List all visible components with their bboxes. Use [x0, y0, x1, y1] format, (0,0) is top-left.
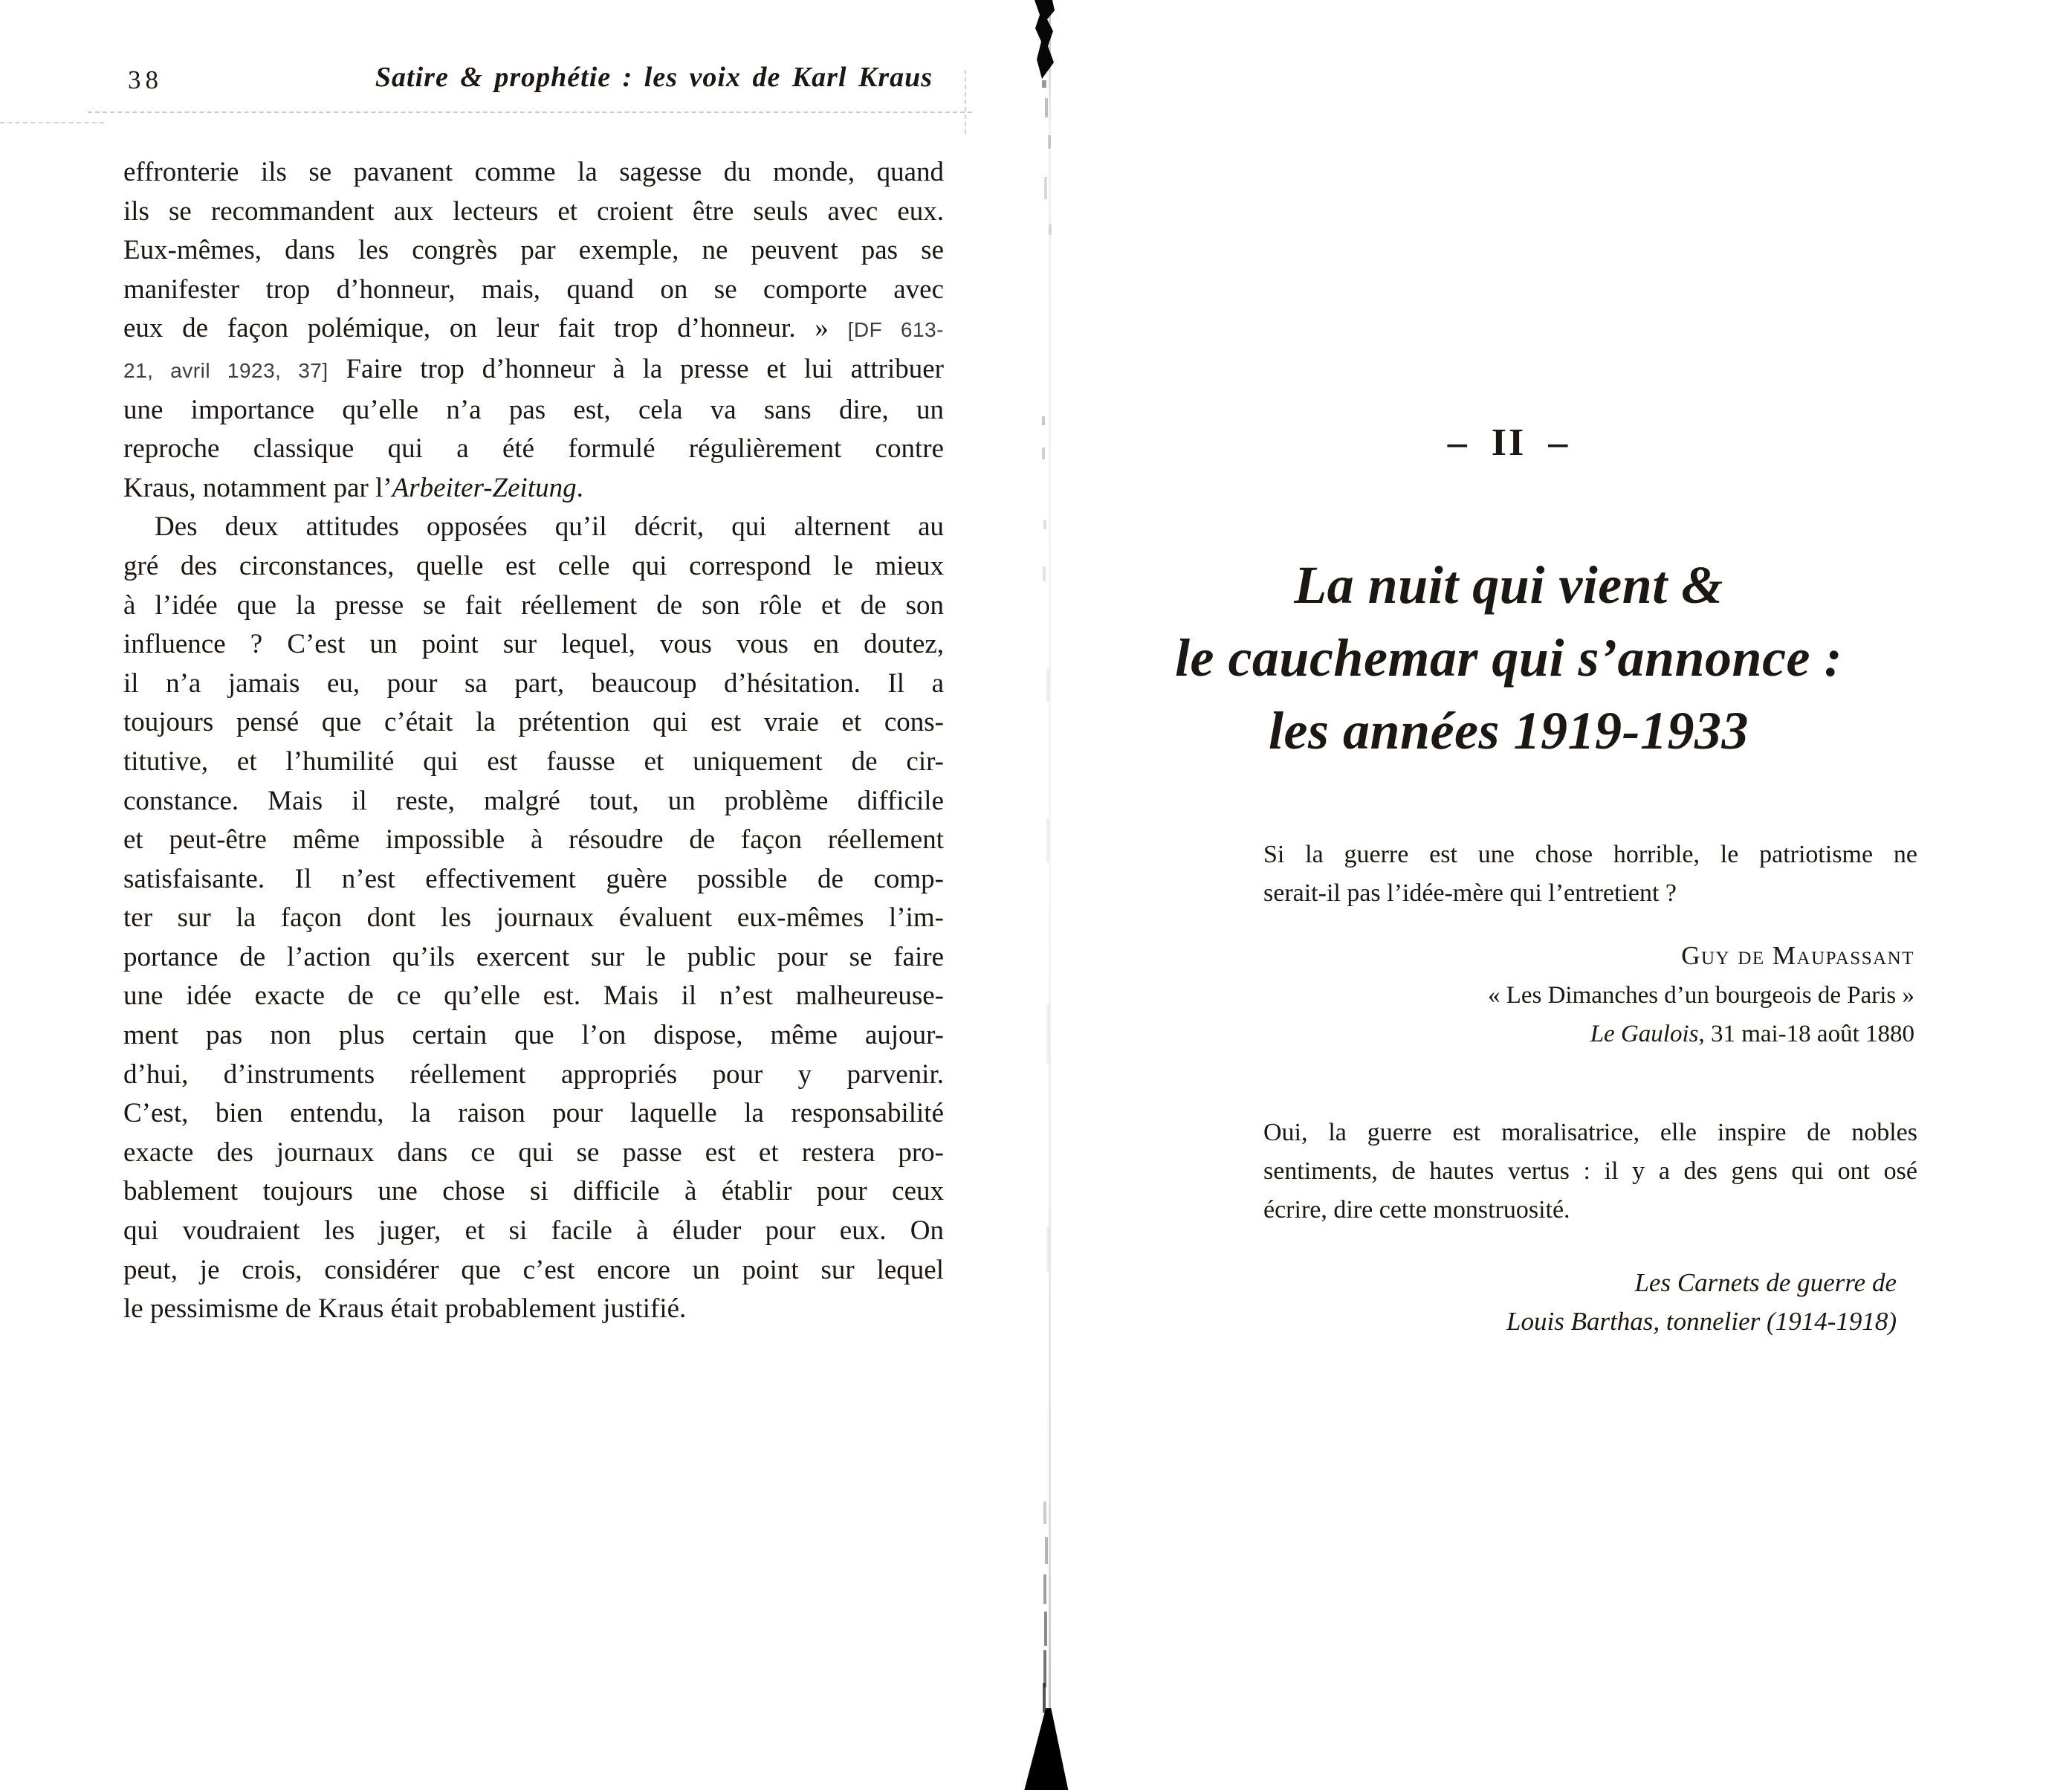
text-line: Eux-mêmes, dans les congrès par exemple, ne peuvent pas se: [123, 235, 944, 266]
text-line: gré des circonstances, quelle est celle qui correspond le mieux: [123, 550, 944, 581]
text-line: influence ? C’est un point sur lequel, vous vous en doutez,: [123, 629, 944, 660]
epigraph-2: [1263, 1114, 1917, 1230]
attribution-line: Les Carnets de guerre de: [1634, 1268, 1897, 1297]
scan-smudge: [1042, 448, 1045, 459]
scan-smudge: [1046, 1004, 1049, 1063]
text-line: bablement toujours une chose si difficile à établir pour ceux: [123, 1176, 944, 1207]
epigraph-line: Si la guerre est une chose horrible, le patriotisme ne: [1263, 841, 1917, 868]
text-line: peut, je crois, considérer que c’est encore un point sur lequel: [123, 1254, 944, 1285]
epigraph-line: écrire, dire cette monstruosité.: [1263, 1196, 1570, 1224]
scan-smudge: [1044, 177, 1047, 199]
text-line: une idée exacte de ce qu’elle est. Mais il n’est malheureuse-: [123, 980, 944, 1012]
attribution-line: « Les Dimanches d’un bourgeois de Paris »: [1487, 982, 1914, 1009]
chapter-title-line: La nuit qui vient &: [1294, 555, 1723, 615]
text-line: ils se recommandent aux lecteurs et croient être seuls avec eux.: [123, 196, 944, 227]
scan-smudge: [1042, 416, 1045, 425]
scan-smudge: [1043, 1650, 1046, 1687]
scan-smudge: [1043, 1502, 1046, 1524]
scan-smudge: [1043, 520, 1046, 529]
text-line: et peut-être même impossible à résoudre de façon réellement: [123, 824, 944, 856]
paragraph-1: [123, 153, 944, 508]
scan-smudge: [1049, 224, 1052, 235]
text-line: Des deux attitudes opposées qu’il décrit, qui alternent au: [155, 511, 944, 543]
text-line: 21, avril 1923, 37] Faire trop d’honneur à la presse et lui attribuer: [123, 353, 944, 384]
text-line: le pessimisme de Kraus était probablement justifié.: [123, 1293, 687, 1325]
paragraph-2: [123, 508, 944, 1328]
attribution-line: Le Gaulois, 31 mai-18 août 1880: [1590, 1021, 1914, 1047]
header-rule-dashed: [88, 112, 972, 113]
epigraph-1-attribution: [1092, 937, 1914, 1053]
text-line: ment pas non plus certain que l’on dispose, même aujour-: [123, 1020, 944, 1051]
header-rule-dashed-left: [0, 122, 104, 123]
epigraph-line: serait-il pas l’idée-mère qui l’entretient ?: [1263, 879, 1677, 907]
epigraph-2-attribution: [1092, 1264, 1914, 1341]
header-rule-vertical: [965, 70, 966, 134]
epigraph-line: sentiments, de hautes vertus : il y a des gens qui ont osé: [1263, 1157, 1917, 1185]
scan-smudge: [1044, 1612, 1047, 1646]
running-head: Satire & prophétie : les voix de Karl Kraus: [375, 62, 933, 93]
text-line: toujours pensé que c’était la prétention qui est vraie et cons-: [123, 707, 944, 738]
text-line: C’est, bien entendu, la raison pour laquelle la responsabilité: [123, 1098, 944, 1129]
scan-smudge: [1046, 1227, 1049, 1271]
attribution-line: Guy de Maupassant: [1681, 941, 1914, 970]
text-line: reproche classique qui a été formulé régulièrement contre: [123, 433, 944, 465]
text-line: ter sur la façon dont les journaux évaluent eux-mêmes l’im-: [123, 902, 944, 934]
chapter-title-line: le cauchemar qui s’annonce :: [1174, 628, 1842, 688]
epigraph-line: Oui, la guerre est moralisatrice, elle inspire de nobles: [1263, 1119, 1917, 1146]
body-text: [123, 153, 944, 1329]
text-line: exacte des journaux dans ce qui se passe est et restera pro-: [123, 1137, 944, 1168]
chapter-title: [1092, 549, 1925, 767]
text-line: qui voudraient les juger, et si facile à éluder pour eux. On: [123, 1215, 944, 1247]
scan-smudge: [1046, 669, 1049, 702]
scan-smudge: [1045, 98, 1048, 117]
scan-ink-blob-top: [1020, 0, 1072, 89]
chapter-number: – II –: [1447, 421, 1570, 464]
gutter-fold-line: [1049, 0, 1051, 1790]
scan-smudge: [1048, 135, 1051, 149]
text-line: effronterie ils se pavanent comme la sagesse du monde, quand: [123, 157, 944, 187]
text-line: constance. Mais il reste, malgré tout, un problème difficile: [123, 785, 944, 816]
text-line: Kraus, notamment par l’Arbeiter-Zeitung.: [123, 472, 583, 503]
text-line: satisfaisante. Il n’est effectivement guère possible de comp-: [123, 863, 944, 894]
text-line: d’hui, d’instruments réellement appropriés pour y parvenir.: [123, 1059, 944, 1090]
page-number: 38: [128, 65, 163, 94]
scan-smudge: [1046, 818, 1049, 862]
text-line: eux de façon polémique, on leur fait trop d’honneur. » [DF 613-: [123, 313, 944, 344]
scan-smudge: [1045, 1537, 1048, 1564]
scan-smudge: [1043, 1574, 1046, 1604]
attribution-line: Louis Barthas, tonnelier (1914-1918): [1506, 1307, 1897, 1336]
text-line: titutive, et l’humilité qui est fausse et uniquement de cir-: [123, 746, 944, 777]
scan-smudge: [1043, 1683, 1046, 1713]
scan-smudge: [1043, 566, 1046, 581]
scan-ink-wedge-bottom: [1021, 1708, 1075, 1790]
chapter-title-line: les années 1919-1933: [1269, 701, 1749, 760]
text-line: portance de l’action qu’ils exercent sur le public pour se faire: [123, 941, 944, 972]
text-line: à l’idée que la presse se fait réellement de son rôle et de son: [123, 589, 944, 621]
text-line: manifester trop d’honneur, mais, quand on se comporte avec: [123, 274, 944, 305]
epigraph-1: [1263, 836, 1917, 913]
text-line: une importance qu’elle n’a pas est, cela va sans dire, un: [123, 394, 944, 425]
right-page: [1092, 0, 1925, 1790]
text-line: il n’a jamais eu, pour sa part, beaucoup d’hésitation. Il a: [123, 668, 944, 699]
